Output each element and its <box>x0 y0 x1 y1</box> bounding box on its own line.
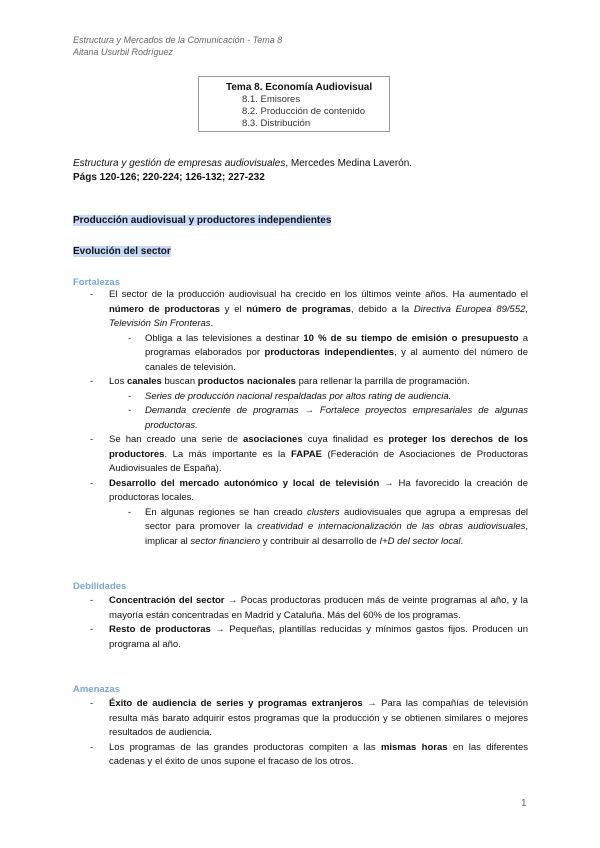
list-item: - Los canales buscan productos nacionales para rellenar la parrilla de programación. <box>73 375 528 390</box>
list-subitem: - Demanda creciente de programas → Fortalece proyectos empresariales de algunas productoras. <box>73 404 528 433</box>
fortalezas-heading: Fortalezas <box>73 277 120 288</box>
list-item: - Los programas de las grandes productoras compiten a las mismas horas en las diferentes cadenas y el éxito de unos supone el fracaso de los otros. <box>73 741 528 770</box>
section-heading: Producción audiovisual y productores independientes <box>73 215 332 226</box>
list-item: - Desarrollo del mercado autonómico y local de televisión → Ha favorecido la creación de productoras locales. <box>73 477 528 506</box>
source-pages: Págs 120-126; 220-224; 126-132; 227-232 <box>73 172 265 183</box>
subsection-heading: Evolución del sector <box>73 246 171 257</box>
topic-item: 8.1. Emisores <box>242 94 301 105</box>
topic-box <box>198 76 390 132</box>
list-subitem: - Obliga a las televisiones a destinar 10 % de su tiempo de emisión o presupuesto a programas elaborados por productoras independientes, y al aumento del número de canales de televisión. <box>73 332 528 376</box>
topic-item: 8.3. Distribución <box>242 118 311 129</box>
debilidades-list <box>73 594 528 652</box>
list-item: - Resto de productoras → Pequeñas, plantillas reducidas y mínimos gastos fijos. Producen un programa al año. <box>73 623 528 652</box>
header-author: Aitana Usurbil Rodríguez <box>73 47 174 57</box>
page-header <box>73 34 282 58</box>
list-item: - El sector de la producción audiovisual ha crecido en los últimos veinte años. Ha aumentado el número de productoras y el número de programas, debido a la Directiva Europea 89/552, Televisión Sin Fronteras. <box>73 288 528 332</box>
list-item: - Éxito de audiencia de series y programas extranjeros → Para las compañías de televisión resulta más barato adquirir estos programas que la producción y se obtienen similares o mejores resultados de audiencia. <box>73 697 528 741</box>
list-subitem: - En algunas regiones se han creado clusters audiovisuales que agrupa a empresas del sector para promover la creatividad e internacionalización de las obras audiovisuales, implicar al sector financiero y contribuir al desarrollo de I+D del sector local. <box>73 506 528 550</box>
source-title: Estructura y gestión de empresas audiovisuales <box>73 158 286 169</box>
source-author: , Mercedes Medina Laverón. <box>285 158 413 169</box>
amenazas-list <box>73 697 528 770</box>
list-item: - Se han creado una serie de asociaciones cuya finalidad es proteger los derechos de los productores. La más importante es la FAPAE (Federación de Asociaciones de Productoras Audiovisuales de España). <box>73 433 528 477</box>
topic-title: Tema 8. Economía Audiovisual <box>226 82 373 93</box>
topic-item: 8.2. Producción de contenido <box>242 106 366 117</box>
fortalezas-list <box>73 288 528 549</box>
page-number: 1 <box>521 798 527 809</box>
header-course: Estructura y Mercados de la Comunicación - Tema 8 <box>73 35 283 45</box>
amenazas-heading: Amenazas <box>73 684 120 695</box>
list-subitem: - Series de producción nacional respaldadas por altos rating de audiencia. <box>73 390 528 405</box>
debilidades-heading: Debilidades <box>73 581 127 592</box>
source-reference <box>73 157 412 185</box>
list-item: - Concentración del sector → Pocas productoras producen más de veinte programas al año, y la mayoría están concentradas en Madrid y Cataluña. Más del 60% de los programas. <box>73 594 528 623</box>
